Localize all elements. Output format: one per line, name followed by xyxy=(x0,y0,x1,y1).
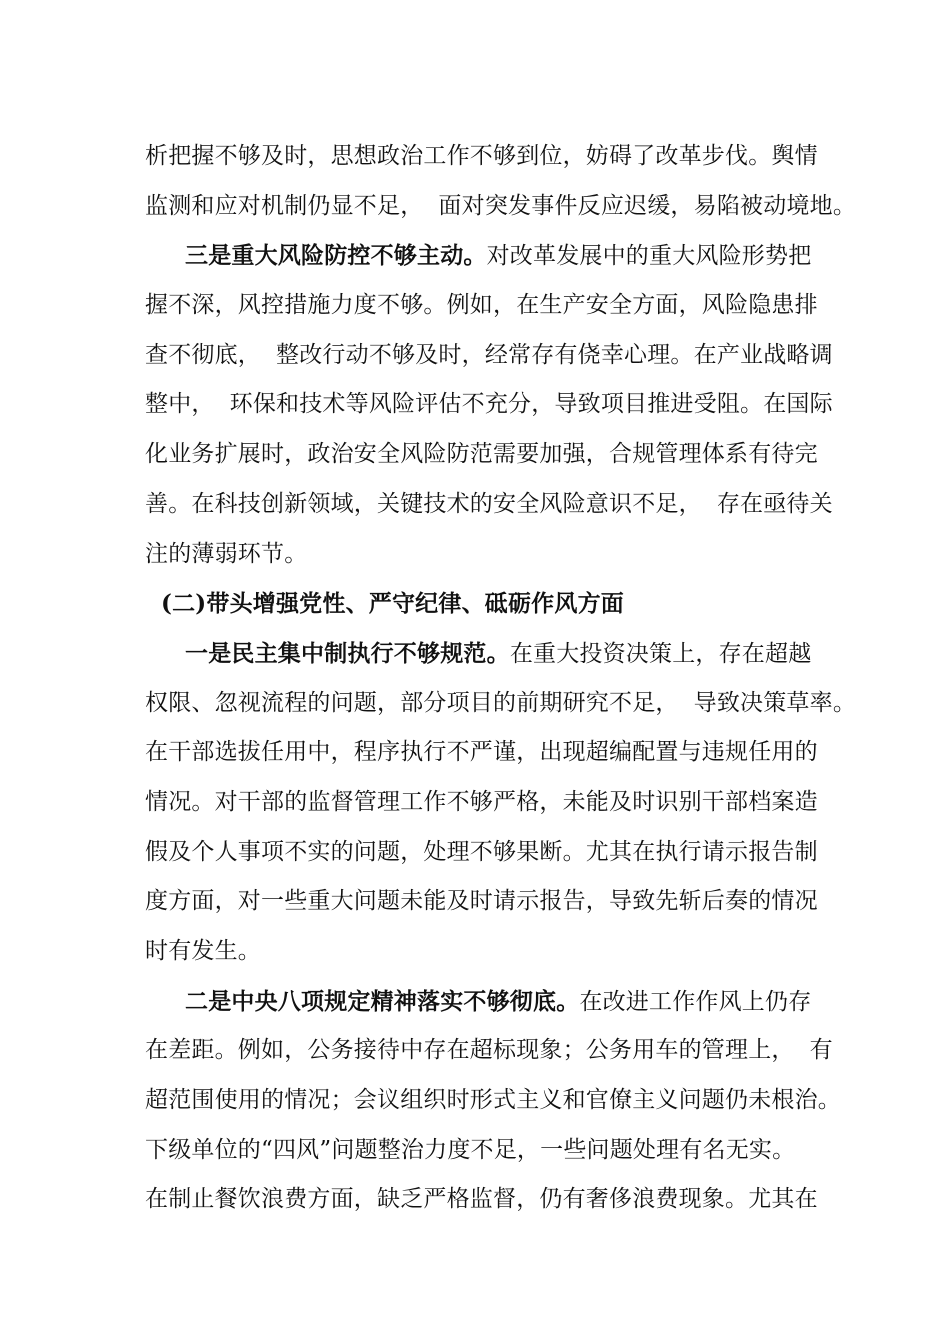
text-line-13 xyxy=(145,728,825,778)
text-run: 查不彻底， 整改行动不够及时，经常存有侥幸心理。在产业战略调 xyxy=(145,341,833,368)
text-line-6 xyxy=(145,380,833,430)
text-line-12 xyxy=(145,679,857,729)
paragraph-start-democratic-centralism xyxy=(145,629,825,679)
text-line-19 xyxy=(145,1026,833,1076)
paragraph-lead-heading: 一是民主集中制执行不够规范。 xyxy=(185,639,510,667)
text-run: 在改进工作作风上仍存 xyxy=(579,988,812,1015)
text-run: 握不深，风控措施力度不够。例如，在生产安全方面，风险隐患排 xyxy=(145,292,818,319)
text-line-16 xyxy=(145,877,825,927)
text-line-8 xyxy=(145,480,833,530)
text-run: 在差距。例如，公务接待中存在超标现象；公务用车的管理上， 有 xyxy=(145,1037,833,1064)
section-heading xyxy=(145,579,825,629)
text-run: 度方面，对一些重大问题未能及时请示报告，导致先斩后奏的情况 xyxy=(145,888,818,915)
text-line-17 xyxy=(145,927,825,977)
section-heading-text: (二)带头增强党性、严守纪律、砥砺作风方面 xyxy=(161,590,624,618)
text-run: 在制止餐饮浪费方面，缺乏严格监督，仍有奢侈浪费现象。尤其在 xyxy=(145,1186,818,1213)
document-body xyxy=(145,132,857,1225)
text-line-2 xyxy=(145,182,857,232)
text-run: 对改革发展中的重大风险形势把 xyxy=(486,243,812,270)
text-run: 时有发生。 xyxy=(145,938,261,964)
text-line-14 xyxy=(145,778,825,828)
text-line-22 xyxy=(145,1175,825,1225)
text-line-7 xyxy=(145,430,825,480)
text-run: 下级单位的“四风”问题整治力度不足，一些问题处理有名无实。 xyxy=(145,1136,796,1163)
text-run: 在干部选拔任用中，程序执行不严谨，出现超编配置与违规任用的 xyxy=(145,739,818,766)
text-run: 监测和应对机制仍显不足， 面对突发事件反应迟缓，易陷被动境地。 xyxy=(145,192,857,219)
text-run: 情况。对干部的监督管理工作不够严格，未能及时识别干部档案造 xyxy=(145,788,818,815)
text-run: 善。在科技创新领域，关键技术的安全风险意识不足， 存在亟待关 xyxy=(145,490,833,517)
text-run: 化业务扩展时，政治安全风险防范需要加强，合规管理体系有待完 xyxy=(145,441,818,468)
text-line-9 xyxy=(145,530,825,580)
text-run: 注的薄弱环节。 xyxy=(145,540,308,567)
paragraph-start-risk-control xyxy=(145,231,825,281)
text-line-4 xyxy=(145,281,825,331)
text-run: 超范围使用的情况；会议组织时形式主义和官僚主义问题仍未根治。 xyxy=(145,1087,841,1114)
text-run: 整中， 环保和技术等风险评估不充分，导致项目推进受阻。在国际 xyxy=(145,391,833,418)
paragraph-lead-heading: 三是重大风险防控不够主动。 xyxy=(185,242,487,270)
text-line-1 xyxy=(145,132,825,182)
text-line-20 xyxy=(145,1076,841,1126)
paragraph-start-eight-rules xyxy=(145,977,825,1027)
text-run: 权限、忽视流程的问题，部分项目的前期研究不足， 导致决策草率。 xyxy=(145,689,857,716)
text-line-15 xyxy=(145,828,825,878)
text-line-5 xyxy=(145,331,833,381)
text-run: 析把握不够及时，思想政治工作不够到位，妨碍了改革步伐。舆情 xyxy=(145,143,818,169)
text-line-21 xyxy=(145,1126,825,1176)
text-run: 在重大投资决策上，存在超越 xyxy=(509,640,812,667)
text-run: 假及个人事项不实的问题，处理不够果断。尤其在执行请示报告制 xyxy=(145,838,818,865)
paragraph-lead-heading: 二是中央八项规定精神落实不够彻底。 xyxy=(185,987,580,1015)
